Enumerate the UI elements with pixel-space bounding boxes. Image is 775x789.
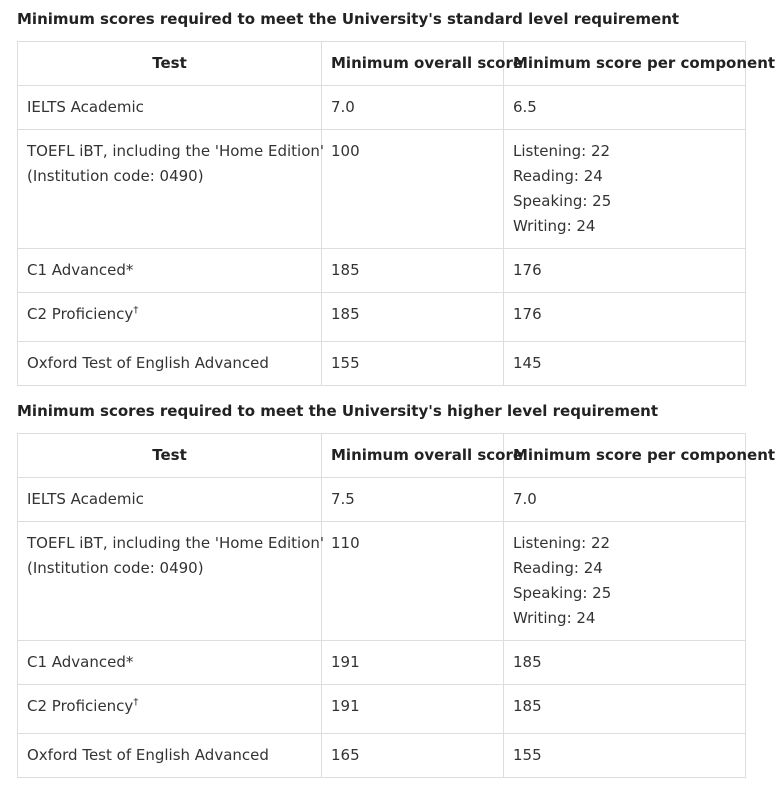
overall-score-cell: 191 [322,685,504,734]
standard-requirement-table [17,41,775,386]
component-score-cell: 176 [504,249,746,293]
component-score-cell: 176 [504,293,746,342]
table-header-row [18,42,746,86]
overall-score-cell: 7.0 [322,86,504,130]
test-name-text: C2 Proficiency [27,697,134,715]
test-name-cell [18,685,322,734]
overall-score-cell: 7.5 [322,478,504,522]
institution-code-line: (Institution code: 0490) [27,167,204,185]
table-row [18,641,746,685]
column-header-component: Minimum score per component [504,42,746,86]
component-score-cell: 155 [504,734,746,778]
column-header-component: Minimum score per component [504,434,746,478]
overall-score-cell: 100 [322,130,504,249]
test-name-cell: IELTS Academic [18,478,322,522]
table-row [18,522,746,641]
column-header-test: Test [18,42,322,86]
component-writing: Writing: 24 [513,609,596,627]
table-row [18,130,746,249]
table-row [18,478,746,522]
component-score-cell [504,522,746,641]
standard-requirement-heading: Minimum scores required to meet the University's standard level requirement [17,10,680,28]
test-name-line: TOEFL iBT, including the 'Home Edition' [27,534,325,552]
overall-score-cell: 165 [322,734,504,778]
overall-score-cell: 110 [322,522,504,641]
component-speaking: Speaking: 25 [513,192,612,210]
component-score-cell: 6.5 [504,86,746,130]
component-reading: Reading: 24 [513,559,603,577]
test-name-cell [18,293,322,342]
column-header-overall: Minimum overall score [322,434,504,478]
table-row [18,249,746,293]
test-name-cell: Oxford Test of English Advanced [18,342,322,386]
component-speaking: Speaking: 25 [513,584,612,602]
test-name-cell [18,522,325,641]
test-name-cell: Oxford Test of English Advanced [18,734,322,778]
component-listening: Listening: 22 [513,142,611,160]
table-row [18,293,746,342]
component-listening: Listening: 22 [513,534,611,552]
higher-requirement-heading: Minimum scores required to meet the University's higher level requirement [17,402,658,420]
test-name-cell [18,130,325,249]
higher-requirement-section [17,400,775,778]
column-header-test: Test [18,434,322,478]
test-name-text: C2 Proficiency [27,305,134,323]
component-score-cell: 185 [504,685,746,734]
overall-score-cell: 155 [322,342,504,386]
table-row [18,734,746,778]
test-name-cell: C1 Advanced* [18,249,322,293]
component-writing: Writing: 24 [513,217,596,235]
institution-code-line: (Institution code: 0490) [27,559,204,577]
column-header-overall: Minimum overall score [322,42,504,86]
overall-score-cell: 185 [322,293,504,342]
dagger-footnote-mark: † [133,305,139,316]
test-name-line: TOEFL iBT, including the 'Home Edition' [27,142,325,160]
table-row [18,86,746,130]
component-score-cell [504,130,746,249]
overall-score-cell: 185 [322,249,504,293]
test-name-cell: IELTS Academic [18,86,322,130]
dagger-footnote-mark: † [133,697,139,708]
test-name-cell: C1 Advanced* [18,641,322,685]
component-score-cell: 7.0 [504,478,746,522]
standard-requirement-section [17,8,775,386]
component-score-cell: 145 [504,342,746,386]
table-row [18,685,746,734]
component-reading: Reading: 24 [513,167,603,185]
table-header-row [18,434,746,478]
higher-requirement-table [17,433,775,778]
component-score-cell: 185 [504,641,746,685]
table-row [18,342,746,386]
overall-score-cell: 191 [322,641,504,685]
